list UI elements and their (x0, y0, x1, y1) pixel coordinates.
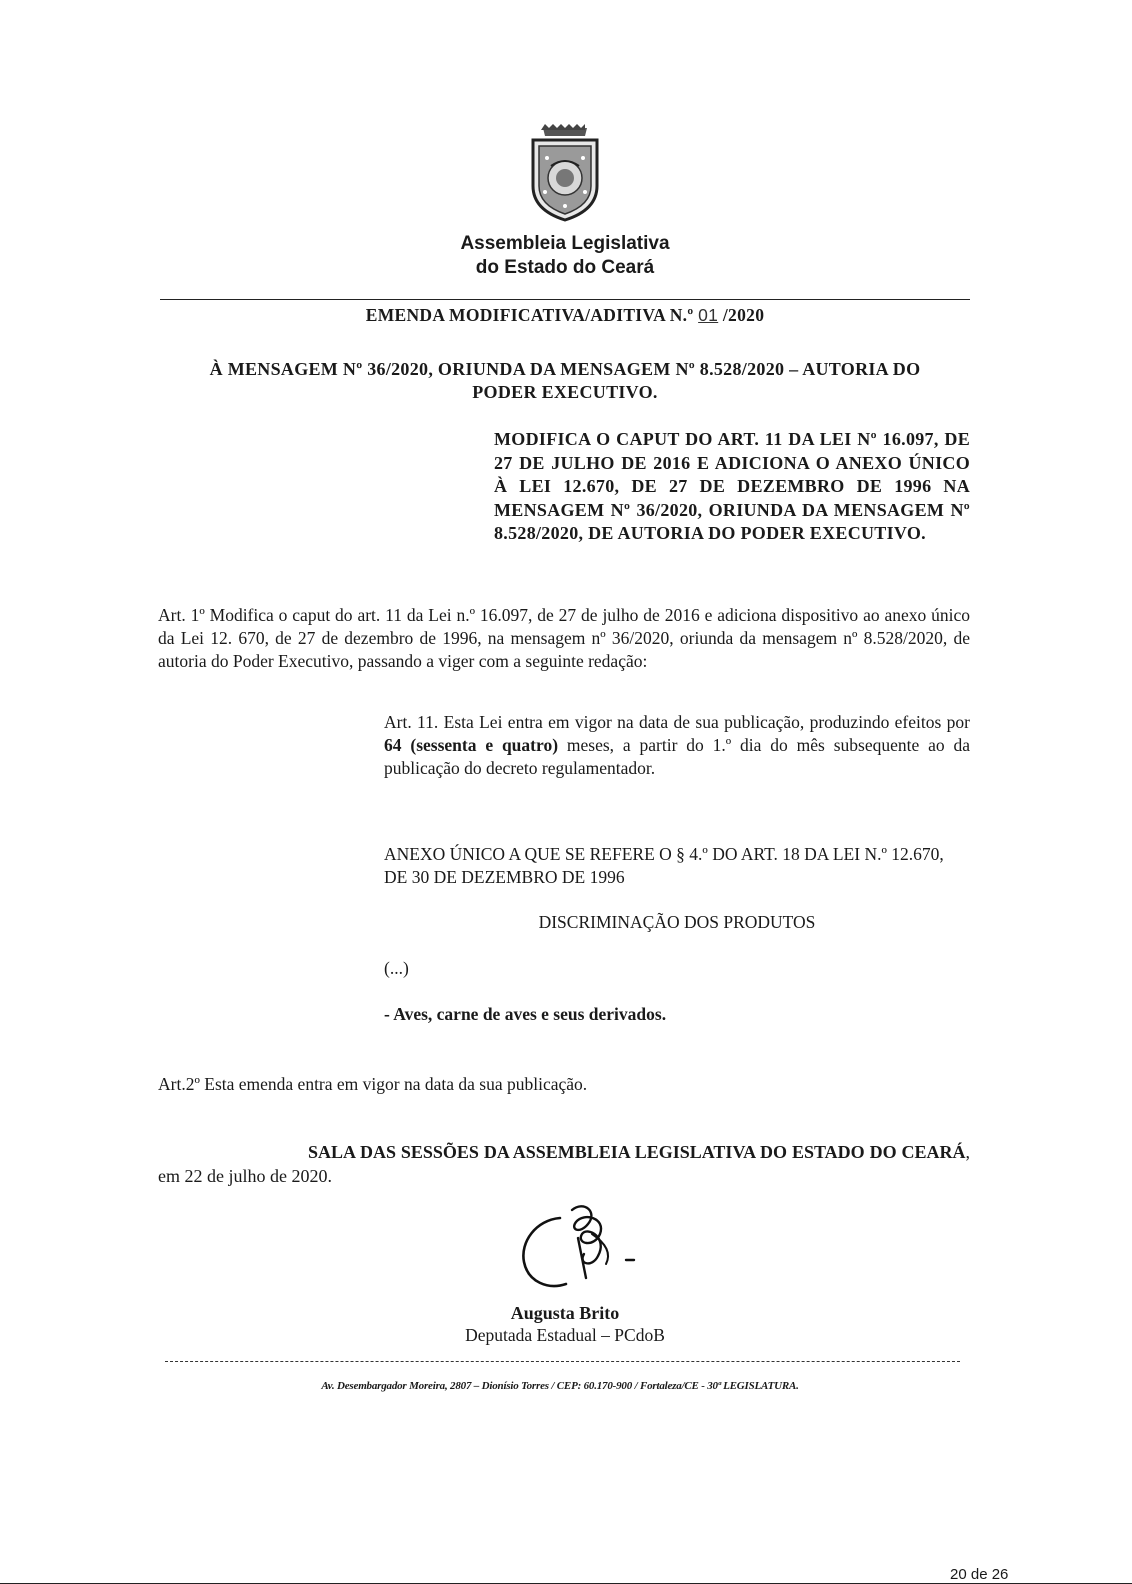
article-11-text-before: Art. 11. Esta Lei entra em vigor na data de sua publicação, produzindo efeitos por (384, 712, 970, 732)
closing-venue: SALA DAS SESSÕES DA ASSEMBLEIA LEGISLATIVA DO ESTADO DO CEARÁ (308, 1142, 966, 1162)
annex-heading: ANEXO ÚNICO A QUE SE REFERE O § 4.º DO ART. 18 DA LEI N.º 12.670, DE 30 DE DEZEMBRO DE 1996 (384, 844, 944, 887)
closing-statement (158, 1141, 970, 1188)
article-11-quote (384, 711, 970, 780)
annex-subheading: DISCRIMINAÇÃO DOS PRODUTOS (538, 912, 816, 932)
handwritten-signature-icon (514, 1198, 644, 1298)
annex-ellipsis: (...) (384, 958, 409, 978)
page-number: 20 de 26 (950, 1566, 1009, 1583)
subtitle-line2: PODER EXECUTIVO. (472, 382, 658, 402)
signatory-name: Augusta Brito (510, 1303, 620, 1323)
footer-divider (165, 1361, 960, 1362)
state-coat-of-arms-icon (525, 122, 605, 226)
institution-name-line2: do Estado do Ceará (475, 257, 655, 278)
institution-name-line1: Assembleia Legislativa (460, 233, 670, 254)
title-suffix: /2020 (722, 305, 765, 325)
footer-address: Av. Desembargador Moreira, 2807 – Dionísio Torres / CEP: 60.170-900 / Fortaleza/CE - 30ª LEGISLATURA. (321, 1380, 799, 1392)
subtitle-line1: À MENSAGEM Nº 36/2020, ORIUNDA DA MENSAGEM Nº 8.528/2020 – AUTORIA DO (209, 359, 921, 379)
amendment-number: 01 (698, 305, 719, 325)
amendment-title (160, 305, 970, 326)
article-11-duration: 64 (sessenta e quatro) (384, 735, 559, 755)
annex-item: - Aves, carne de aves e seus derivados. (384, 1004, 667, 1024)
amendment-subtitle (160, 358, 970, 404)
header-divider (160, 299, 970, 300)
ementa: MODIFICA O CAPUT DO ART. 11 DA LEI Nº 16.097, DE 27 DE JULHO DE 2016 E ADICIONA O ANEXO ÚNICO À LEI 12.670, DE 27 DE DEZEMBRO DE 1996 NA MENSAGEM Nº 36/2020, ORIUNDA DA MENSAGEM Nº 8.528/2020, DE AUTORIA DO PODER EXECUTIVO. (494, 429, 970, 543)
closing-date: , em 22 de julho de 2020. (158, 1142, 970, 1186)
article-2: Art.2º Esta emenda entra em vigor na data da sua publicação. (158, 1074, 588, 1094)
article-11-text-after: meses, a partir do 1.º dia do mês subsequente ao da publicação do decreto regulamentador. (384, 735, 970, 778)
article-1: Art. 1º Modifica o caput do art. 11 da Lei n.º 16.097, de 27 de julho de 2016 e adiciona dispositivo ao anexo único da Lei 12. 670, de 27 de dezembro de 1996, na mensagem nº 36/2020, oriunda da mensagem nº 8.528/2020, de autoria do Poder Executivo, passando a viger com a seguinte redação: (158, 605, 970, 671)
signatory-role: Deputada Estadual – PCdoB (465, 1325, 665, 1345)
title-prefix: EMENDA MODIFICATIVA/ADITIVA N.º (365, 305, 694, 325)
